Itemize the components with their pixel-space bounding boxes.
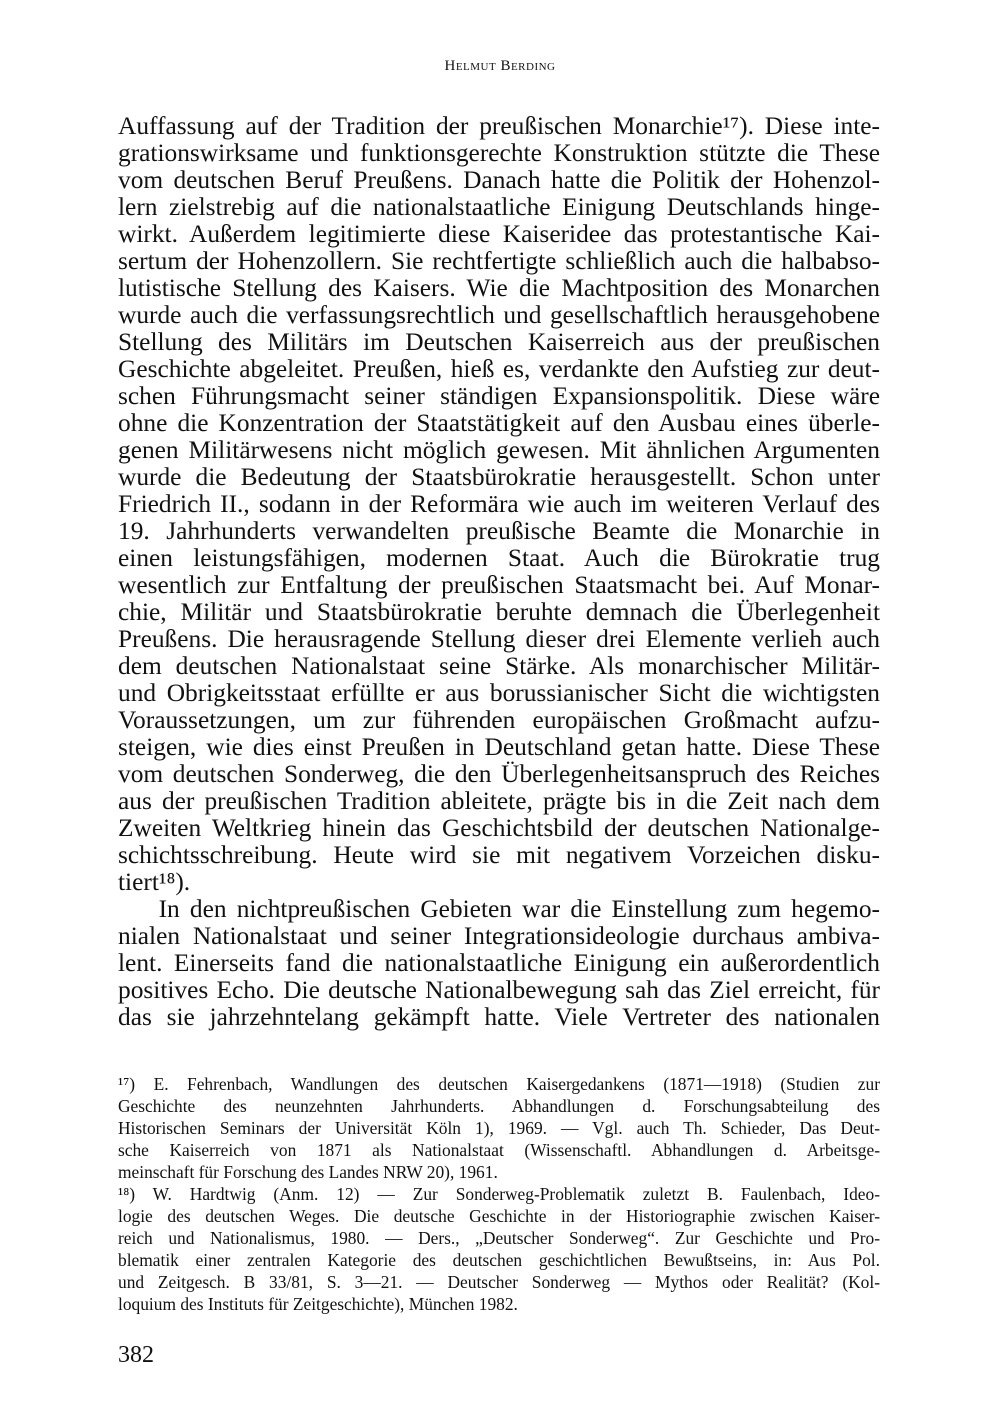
- body-line: Auffassung auf der Tradition der preußischen Monarchie¹⁷). Diese inte-: [118, 112, 880, 140]
- body-line: grationswirksame und funktionsgerechte Konstruktion stützte die These: [118, 139, 880, 167]
- body-line: lern zielstrebig auf die nationalstaatliche Einigung Deutschlands hinge-: [118, 193, 880, 221]
- body-line: wesentlich zur Entfaltung der preußischen Staatsmacht bei. Auf Monar-: [118, 571, 880, 599]
- body-line: Preußens. Die herausragende Stellung dieser drei Elemente verlieh auch: [118, 625, 880, 653]
- body-line: einen leistungsfähigen, modernen Staat. Auch die Bürokratie trug: [118, 544, 880, 572]
- body-line: Friedrich II., sodann in der Reformära wie auch im weiteren Verlauf des: [118, 490, 880, 518]
- body-line: Voraussetzungen, um zur führenden europäischen Großmacht aufzu-: [118, 706, 880, 734]
- body-line: wurde auch die verfassungsrechtlich und gesellschaftlich herausgehobene: [118, 301, 880, 329]
- footnote-line: loquium des Instituts für Zeitgeschichte), München 1982.: [118, 1294, 518, 1314]
- body-line: ohne die Konzentration der Staatstätigkeit auf den Ausbau eines überle-: [118, 409, 880, 437]
- body-line: genen Militärwesens nicht möglich gewesen. Mit ähnlichen Argumenten: [118, 436, 880, 464]
- body-line: wirkt. Außerdem legitimierte diese Kaiseridee das protestantische Kai-: [118, 220, 880, 248]
- footnote-line: ¹⁸) W. Hardtwig (Anm. 12) — Zur Sonderweg-Problematik zuletzt B. Faulenbach, Ideo-: [118, 1184, 880, 1204]
- body-line: wurde die Bedeutung der Staatsbürokratie herausgestellt. Schon unter: [118, 463, 880, 491]
- body-line: lutistische Stellung des Kaisers. Wie die Machtposition des Monarchen: [118, 274, 880, 302]
- body-line: In den nichtpreußischen Gebieten war die Einstellung zum hegemo-: [118, 895, 880, 923]
- body-line: chie, Militär und Staatsbürokratie beruhte demnach die Überlegenheit: [118, 598, 880, 626]
- footnote-line: blematik einer zentralen Kategorie des deutschen geschichtlichen Bewußtseins, in: Aus Pol.: [118, 1250, 880, 1270]
- footnote-line: reich und Nationalismus, 1980. — Ders., „Deutscher Sonderweg“. Zur Geschichte und Pro-: [118, 1228, 880, 1248]
- running-head: Helmut Berding: [444, 58, 556, 74]
- footnote-line: sche Kaiserreich von 1871 als Nationalstaat (Wissenschaftl. Abhandlungen d. Arbeitsge-: [118, 1140, 880, 1160]
- body-line: nialen Nationalstaat und seiner Integrationsideologie durchaus ambiva-: [118, 922, 880, 950]
- body-line: tiert¹⁸).: [118, 868, 191, 896]
- body-line: sertum der Hohenzollern. Sie rechtfertigte schließlich auch die halbabso-: [118, 247, 880, 275]
- footnote-line: ¹⁷) E. Fehrenbach, Wandlungen des deutschen Kaisergedankens (1871—1918) (Studien zur: [118, 1074, 880, 1094]
- body-line: vom deutschen Beruf Preußens. Danach hatte die Politik der Hohenzol-: [118, 166, 880, 194]
- footnote-line: Historischen Seminars der Universität Köln 1), 1969. — Vgl. auch Th. Schieder, Das Deut-: [118, 1118, 880, 1138]
- body-line: das sie jahrzehntelang gekämpft hatte. Viele Vertreter des nationalen: [118, 1003, 880, 1031]
- footnote-line: Geschichte des neunzehnten Jahrhunderts. Abhandlungen d. Forschungsabteilung des: [118, 1096, 880, 1116]
- body-line: schen Führungsmacht seiner ständigen Expansionspolitik. Diese wäre: [118, 382, 880, 410]
- body-line: schichtsschreibung. Heute wird sie mit negativem Vorzeichen disku-: [118, 841, 880, 869]
- body-line: und Obrigkeitsstaat erfüllte er aus borussianischer Sicht die wichtigsten: [118, 679, 880, 707]
- footnote-line: meinschaft für Forschung des Landes NRW 20), 1961.: [118, 1162, 498, 1182]
- body-line: steigen, wie dies einst Preußen in Deutschland getan hatte. Diese These: [118, 733, 880, 761]
- body-line: aus der preußischen Tradition ableitete, prägte bis in die Zeit nach dem: [118, 787, 880, 815]
- body-line: positives Echo. Die deutsche Nationalbewegung sah das Ziel erreicht, für: [118, 976, 880, 1004]
- page-number: 382: [118, 1342, 154, 1368]
- body-line: dem deutschen Nationalstaat seine Stärke. Als monarchischer Militär-: [118, 652, 880, 680]
- body-line: lent. Einerseits fand die nationalstaatliche Einigung ein außerordentlich: [118, 949, 880, 977]
- body-line: Zweiten Weltkrieg hinein das Geschichtsbild der deutschen Nationalge-: [118, 814, 880, 842]
- body-line: Geschichte abgeleitet. Preußen, hieß es, verdankte den Aufstieg zur deut-: [118, 355, 880, 383]
- footnote-line: und Zeitgesch. B 33/81, S. 3—21. — Deutscher Sonderweg — Mythos oder Realität? (Kol-: [118, 1272, 880, 1292]
- body-line: 19. Jahrhunderts verwandelten preußische Beamte die Monarchie in: [118, 517, 880, 545]
- body-line: vom deutschen Sonderweg, die den Überlegenheitsanspruch des Reiches: [118, 760, 880, 788]
- body-line: Stellung des Militärs im Deutschen Kaiserreich aus der preußischen: [118, 328, 880, 356]
- footnote-line: logie des deutschen Weges. Die deutsche Geschichte in der Historiographie zwischen Kaiser-: [118, 1206, 880, 1226]
